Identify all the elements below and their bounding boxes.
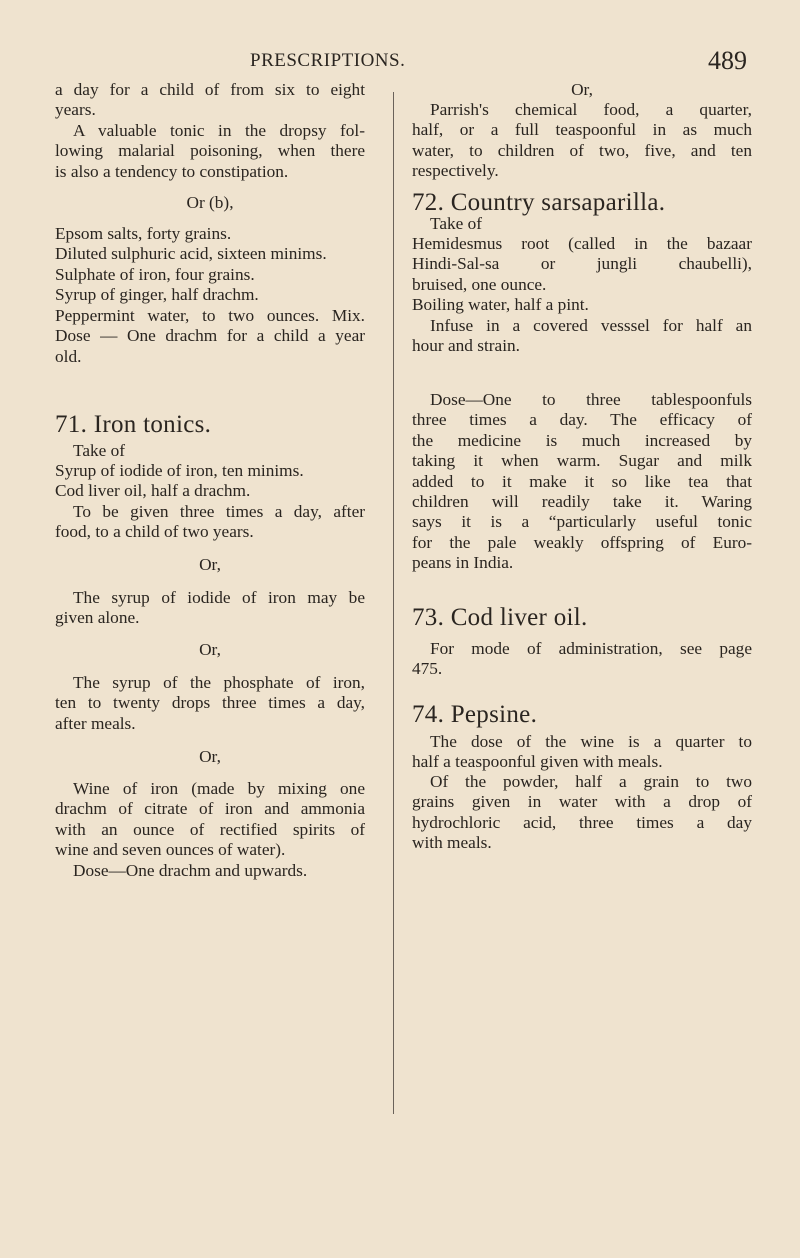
dose-line — [55, 861, 365, 881]
text-line: ten to twenty drops three times a day, — [55, 693, 365, 713]
text-line: for the pale weakly offspring of Euro- — [412, 532, 752, 552]
text-line: given alone. — [55, 608, 140, 628]
text-line: 475. — [412, 659, 443, 679]
text-line: grains given in water with a drop of — [412, 792, 752, 812]
text-line: says it is a “particularly useful tonic — [412, 512, 752, 532]
text-line: Peppermint water, to two ounces. Mix. — [55, 306, 365, 325]
text-line: respectively. — [412, 161, 499, 181]
text-line: 71. Iron tonics. — [55, 411, 212, 438]
section-heading-73 — [412, 604, 752, 632]
paragraph — [55, 121, 365, 182]
text-line: food, to a child of two years. — [55, 522, 254, 542]
text-line: Dose—One drachm and upwards. — [73, 861, 308, 880]
text-line: years. — [55, 100, 96, 120]
or-separator — [55, 193, 365, 213]
text-line: 73. Cod liver oil. — [412, 604, 588, 631]
text-line: children will readily take it. Waring — [412, 492, 752, 512]
paragraph — [55, 502, 365, 543]
text-line: added to it make it so like tea that — [412, 471, 752, 491]
text-line: Boiling water, half a pint. — [412, 295, 589, 314]
text-line: 72. Country sarsaparilla. — [412, 189, 666, 216]
text-line: bruised, one ounce. — [412, 274, 547, 294]
text-line: taking it when warm. Sugar and milk — [412, 451, 752, 471]
text-line: Or, — [199, 640, 221, 659]
text-line: Take of — [430, 214, 483, 233]
text-line: Dose — One drachm for a child a year — [55, 326, 365, 346]
take-of-label — [412, 214, 770, 234]
paragraph — [55, 306, 365, 367]
ingredient-list — [55, 224, 365, 306]
text-line: The syrup of the phosphate of iron, — [73, 673, 365, 692]
paragraph — [412, 732, 752, 773]
text-line: three times a day. The efficacy of — [412, 410, 752, 430]
text-line: 74. Pepsine. — [412, 701, 538, 728]
text-line: with meals. — [412, 833, 492, 853]
text-line: after meals. — [55, 713, 136, 733]
text-line: water, to children of two, five, and ten — [412, 140, 752, 160]
take-of-label — [55, 441, 383, 461]
text-line: To be given three times a day, after — [73, 502, 365, 521]
running-header — [0, 46, 800, 75]
paragraph — [412, 316, 752, 357]
text-line: lowing malarial poisoning, when there — [55, 141, 365, 161]
text-line: Of the powder, half a grain to two — [430, 772, 752, 791]
text-line: Take of — [73, 441, 126, 460]
paragraph — [55, 779, 365, 861]
text-line: Syrup of iodide of iron, ten minims. — [55, 461, 304, 480]
text-line: Hemidesmus root (called in the bazaar — [412, 234, 752, 253]
text-line: Or, — [199, 747, 221, 766]
ingredient-line — [412, 295, 752, 315]
or-separator — [55, 640, 365, 660]
or-separator — [55, 555, 365, 575]
text-line: drachm of citrate of iron and ammonia — [55, 799, 365, 819]
text-line: Epsom salts, forty grains. — [55, 224, 232, 243]
paragraph — [55, 673, 365, 734]
text-line: Or, — [199, 555, 221, 574]
text-line: with an ounce of rectified spirits of — [55, 819, 365, 839]
column-divider — [393, 92, 394, 1114]
text-line: The syrup of iodide of iron may be — [73, 588, 365, 607]
paragraph — [55, 80, 365, 121]
paragraph — [55, 588, 365, 629]
section-heading-72 — [412, 189, 752, 217]
section-heading-74 — [412, 701, 752, 729]
text-line: Diluted sulphuric acid, sixteen minims. — [55, 244, 327, 264]
running-title: PRESCRIPTIONS. — [250, 50, 406, 71]
ingredient-paragraph — [412, 234, 752, 295]
section-heading-71 — [55, 411, 365, 439]
text-line: a day for a child of from six to eight — [55, 80, 365, 99]
text-line: Cod liver oil, half a drachm. — [55, 481, 251, 501]
text-line: A valuable tonic in the dropsy fol- — [73, 121, 365, 140]
text-line: Wine of iron (made by mixing one — [73, 779, 365, 798]
text-line: Infuse in a covered vesssel for half an — [430, 316, 752, 335]
ingredient-list — [55, 461, 365, 502]
text-line: Syrup of ginger, half drachm. — [55, 285, 259, 305]
text-line: hour and strain. — [412, 336, 520, 356]
paragraph — [412, 100, 752, 182]
paragraph — [412, 390, 752, 574]
paragraph — [412, 639, 752, 680]
or-separator — [412, 80, 752, 100]
text-line: Sulphate of iron, four grains. — [55, 264, 255, 284]
text-line: Or, — [571, 80, 593, 99]
paragraph — [412, 772, 752, 854]
text-line: old. — [55, 346, 82, 366]
text-line: Or (b), — [186, 193, 234, 212]
text-line: half a teaspoonful given with meals. — [412, 752, 663, 772]
text-line: The dose of the wine is a quarter to — [430, 732, 752, 751]
text-line: wine and seven ounces of water). — [55, 840, 286, 860]
text-line: half, or a full teaspoonful in as much — [412, 120, 752, 140]
text-line: Hindi-Sal-sa or jungli chaubelli), — [412, 254, 752, 274]
text-line: peans in India. — [412, 553, 514, 573]
text-line: Dose—One to three tablespoonfuls — [430, 390, 752, 409]
text-line: For mode of administration, see page — [430, 639, 752, 658]
text-line: hydrochloric acid, three times a day — [412, 812, 752, 832]
text-line: the medicine is much increased by — [412, 430, 752, 450]
text-line: is also a tendency to constipation. — [55, 161, 289, 181]
page-number: 489 — [708, 46, 747, 75]
text-line: Parrish's chemical food, a quarter, — [430, 100, 752, 119]
or-separator — [55, 747, 365, 767]
